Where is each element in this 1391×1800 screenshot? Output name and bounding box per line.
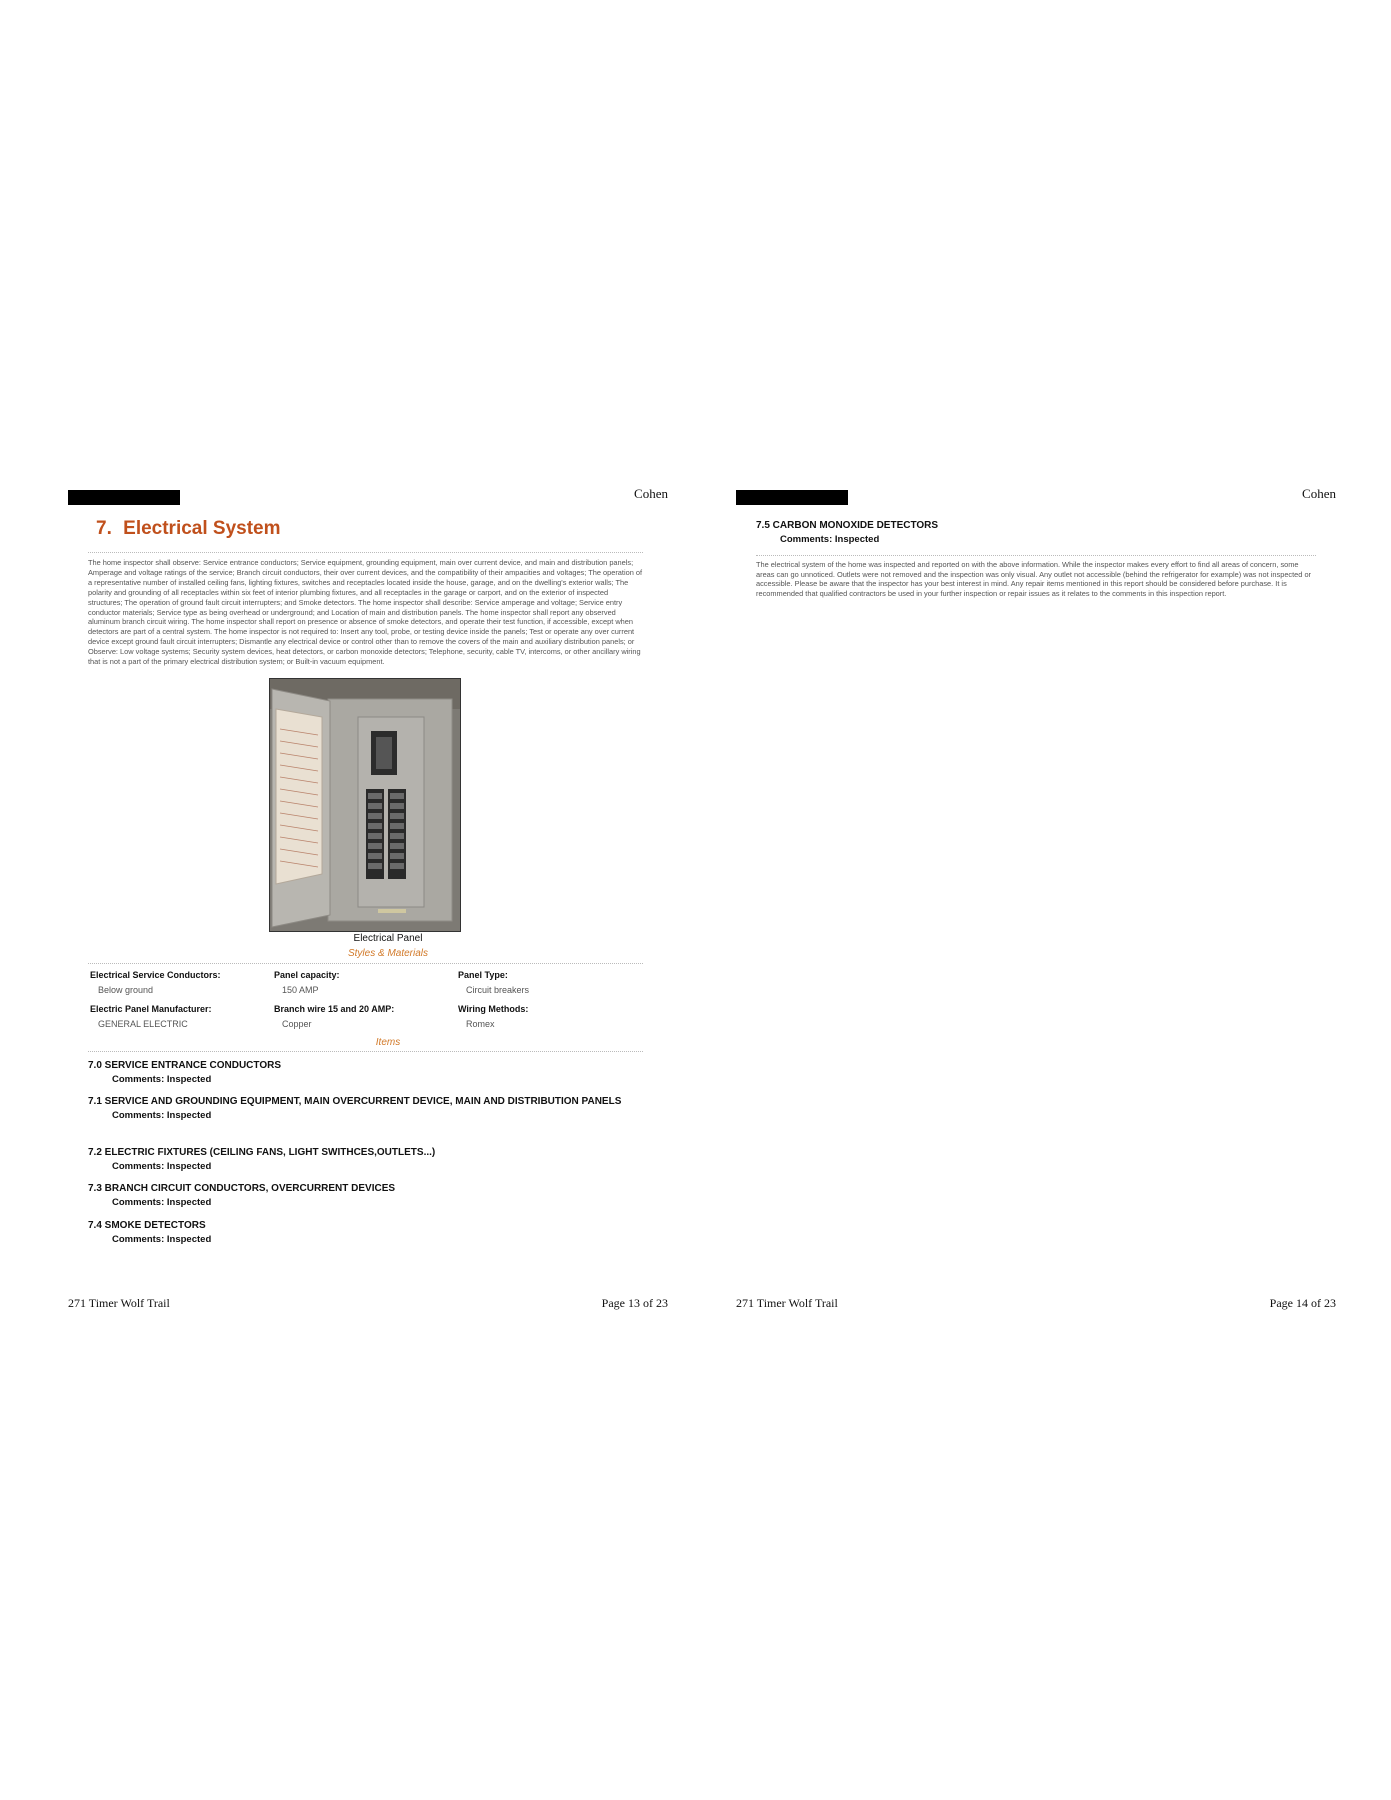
electrical-panel-photo (269, 678, 461, 932)
redacted-block (68, 490, 180, 505)
style-item: Electrical Service Conductors: Below ground (90, 970, 221, 995)
section-title (96, 518, 281, 540)
footer-page-number: Page 14 of 23 (1269, 1296, 1336, 1310)
inspection-item: 7.0 SERVICE ENTRANCE CONDUCTORS Comments: Inspected (88, 1060, 281, 1085)
inspection-item: 7.5 CARBON MONOXIDE DETECTORS Comments: Inspected (756, 520, 939, 545)
divider (88, 963, 643, 964)
divider (88, 552, 643, 553)
divider (88, 1051, 643, 1052)
inspection-item: 7.1 SERVICE AND GROUNDING EQUIPMENT, MAIN OVERCURRENT DEVICE, MAIN AND DISTRIBUTION PANELS Comments: Inspected (88, 1096, 622, 1121)
style-item: Wiring Methods: Romex (458, 1004, 529, 1029)
closing-statement: The electrical system of the home was inspected and reported on with the above information. While the inspector makes every effort to find all areas of concern, some areas can go unnoticed. Outlets were not removed and the inspection was only visual. Any outlet not accessible (behind the refrigerator for example) was not inspected or accessible. Please be aware that the inspector has your best interest in mind. Any repair items mentioned in this report should be considered before purchase. It is recommended that qualified contractors be used in your further inspection or repair issues as it relates to the comments in this inspection report. (756, 560, 1312, 598)
inspection-item: 7.3 BRANCH CIRCUIT CONDUCTORS, OVERCURRENT DEVICES Comments: Inspected (88, 1183, 396, 1208)
divider (756, 555, 1316, 556)
style-item: Branch wire 15 and 20 AMP: Copper (274, 1004, 395, 1029)
redacted-block (736, 490, 848, 505)
inspection-item: 7.4 SMOKE DETECTORS Comments: Inspected (88, 1220, 212, 1245)
style-item: Panel Type: Circuit breakers (458, 970, 530, 995)
report-page-14 (736, 480, 1336, 1320)
section-title-text: Electrical System (123, 518, 281, 539)
style-item: Electric Panel Manufacturer: GENERAL ELECTRIC (90, 1004, 212, 1029)
styles-materials-heading: Styles & Materials (347, 948, 429, 959)
photo-caption: Electrical Panel (353, 933, 423, 944)
items-heading: Items (375, 1037, 401, 1048)
section-intro: The home inspector shall observe: Service entrance conductors; Service equipment, grounding equipment, main over current device, and main and distribution panels; Amperage and voltage ratings of the service; Branch circuit conductors, their over current devices, and the compatibility of their ampacities and voltages; The operation of a representative number of installed ceiling fans, lighting fixtures, switches and receptacles located inside the house, garage, and on the dwelling's exterior walls; The polarity and grounding of all receptacles within six feet of interior plumbing fixtures, and all receptacles in the garage or carport, and on the exterior of inspected structures; The operation of ground fault circuit interrupters; and Smoke detectors. The home inspector shall describe: Service amperage and voltage; Service entry conductor materials; Service type as being overhead or underground; and Location of main and distribution panels. The home inspector shall report any observed aluminum branch circuit wiring. The home inspector shall report on presence or absence of smoke detectors, and operate their test function, if accessible, except when detectors are part of a central system. The home inspector is not required to: Insert any tool, probe, or testing device inside the panels; Test or operate any over current device except ground fault circuit interrupters; Dismantle any electrical device or control other than to remove the covers of the main and auxiliary distribution panels; or Observe: Low voltage systems; Security system devices, heat detectors, or carbon monoxide detectors; Telephone, security, cable TV, intercoms, or other ancillary wiring that is not a part of the primary electrical distribution system; or Built-in vacuum equipment. (88, 558, 643, 667)
style-item: Panel capacity: 150 AMP (274, 970, 340, 995)
section-number: 7. (96, 518, 112, 539)
header-client-name: Cohen (1302, 486, 1336, 501)
footer-page-number: Page 13 of 23 (601, 1296, 668, 1310)
inspection-item: 7.2 ELECTRIC FIXTURES (CEILING FANS, LIGHT SWITHCES,OUTLETS...) Comments: Inspected (88, 1147, 436, 1172)
report-page-13 (68, 480, 668, 1320)
footer-address: 271 Timer Wolf Trail (736, 1296, 838, 1310)
footer-address: 271 Timer Wolf Trail (68, 1296, 170, 1310)
header-client-name: Cohen (634, 486, 668, 501)
